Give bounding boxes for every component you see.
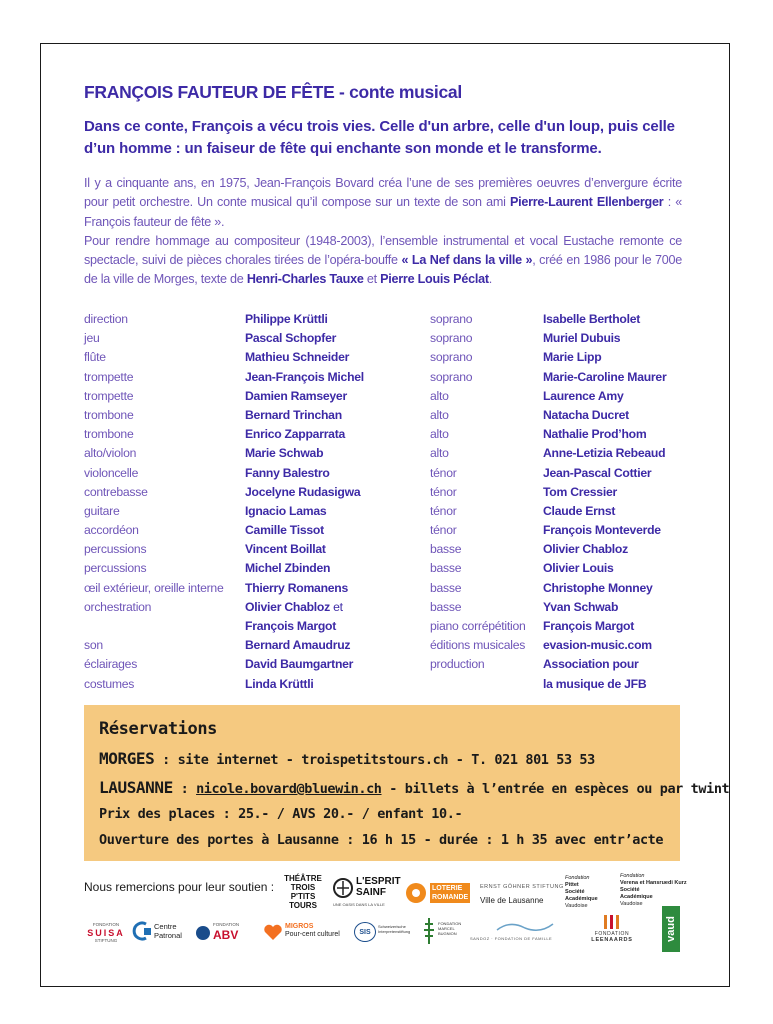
credit-left-name — [245, 559, 425, 578]
credit-right-role — [430, 368, 542, 387]
suisa-line2: SUISA — [87, 928, 125, 938]
credit-left-name-text: Enrico Zapparrata — [245, 427, 346, 442]
credit-left-role-text: percussions — [84, 542, 147, 557]
credit-left-name-text: Camille Tissot — [245, 523, 324, 538]
credit-right-name — [543, 675, 693, 694]
credit-right-role — [430, 579, 542, 598]
cp-line1: Centre — [154, 922, 177, 931]
intro-text — [84, 174, 682, 290]
credit-right-role-text: soprano — [430, 312, 473, 326]
credit-left-name-text: Thierry Romanens — [245, 580, 349, 595]
credit-right-role-text: alto — [430, 407, 449, 422]
lead-paragraph: Dans ce conte, François a vécu trois vies. Celle d'un arbre, celle d'un loup, puis celle d’un homme : un faiseur de fête qui enchante son monde et le transforme. — [84, 118, 675, 157]
intro-p1-name: Pierre-Laurent Ellenberger — [509, 195, 664, 210]
vaud-text: vaud — [665, 916, 677, 942]
bugnion-icon — [422, 916, 436, 946]
goehner-lausanne-logo — [480, 880, 564, 908]
verena-line2: Verena et Hansruedi Kurz — [620, 879, 687, 886]
loterie-romande-logo — [404, 880, 468, 906]
credit-left-name-text: David Baumgartner — [245, 657, 354, 672]
intro-p2-and: et — [363, 272, 381, 287]
credit-left-name-text: Vincent Boillat — [245, 542, 326, 557]
credit-left-role — [84, 655, 244, 674]
verena-line4: Académique — [620, 893, 653, 900]
credit-right-name — [543, 540, 693, 559]
credit-left-name-text: Jean-François Michel — [245, 369, 364, 384]
credit-left-name — [245, 675, 425, 694]
credit-right-name — [543, 502, 693, 521]
pittet-line4: Académique — [565, 895, 598, 902]
intro-p2-name2: Pierre Louis Péclat — [380, 272, 489, 287]
credit-left-name-text: Fanny Balestro — [245, 465, 330, 480]
credits-right-names — [543, 310, 693, 694]
verena-line1: Fondation — [620, 872, 645, 879]
credit-right-role — [430, 444, 542, 463]
leenaards-icon — [601, 913, 623, 931]
credit-right-name-text: Jean-Pascal Cottier — [543, 465, 652, 480]
migros-line1: MIGROS — [285, 923, 314, 930]
lausanne-text: Ville de Lausanne — [480, 895, 544, 905]
credit-left-name-suffix: et — [329, 599, 343, 614]
credit-right-name-text: François Margot — [543, 619, 635, 633]
credit-right-name-text: Olivier Louis — [543, 561, 614, 576]
esprit-sainf-line2: SAINF — [356, 887, 386, 898]
credit-right-role-text: basse — [430, 580, 462, 595]
credit-right-role — [430, 559, 542, 578]
credit-left-name — [245, 348, 425, 367]
bugnion-line2: MARCEL — [438, 926, 455, 931]
credit-right-name-text: Muriel Dubuis — [543, 331, 621, 346]
credit-right-name-text: Christophe Monney — [543, 580, 653, 595]
leenaards-line1: FONDATION — [594, 931, 630, 937]
sandoz-swirl-icon — [495, 920, 555, 934]
credit-right-role — [430, 521, 542, 540]
reservations-opening: Ouverture des portes à Lausanne : 16 h 15 - durée : 1 h 35 avec entr’acte — [99, 832, 664, 848]
credit-right-name — [543, 483, 693, 502]
suisa-line3: STIFTUNG — [94, 938, 118, 943]
credit-left-name — [245, 310, 425, 329]
credit-right-name-text: evasion-music.com — [543, 638, 652, 653]
credit-left-role — [84, 483, 244, 502]
credit-left-name-text: Bernard Trinchan — [245, 407, 342, 422]
pittet-line3: Société — [565, 888, 585, 895]
credit-right-name-text: Tom Cressier — [543, 484, 617, 499]
credit-left-role — [84, 675, 244, 694]
sis-line1: SIS — [354, 922, 376, 942]
credit-right-name — [543, 406, 693, 425]
credit-left-role-text: son — [84, 638, 103, 653]
credit-right-role-text: soprano — [430, 369, 473, 384]
credit-left-role-text: violoncelle — [84, 465, 139, 480]
sis-logo — [354, 920, 416, 944]
intro-p1-a: Il y a cinquante ans, en 1975, Jean-François Bovard créa l’une de ses premières oeuvres d’envergure écrite pour petit orchestre. Un conte musical qu’il compose sur un texte de son ami — [84, 176, 682, 210]
intro-p2-a: Pour rendre hommage au compositeur (1948-2003), l’ensemble instrumental et vocal Eustache remonte ce spectacle, suivi de pièces chorales tirées de l’opéra-bouffe — [84, 233, 682, 268]
credit-right-role — [430, 387, 542, 406]
intro-p2-work: « La Nef dans la ville » — [401, 253, 533, 268]
credit-right-role-text: ténor — [430, 523, 457, 538]
credit-right-name-text: Yvan Schwab — [543, 599, 619, 614]
credit-right-name-text: Anne-Letizia Rebeaud — [543, 446, 666, 461]
credit-left-role-text: œil extérieur, oreille interne — [84, 580, 224, 595]
credit-right-role — [430, 675, 542, 694]
fondation-bugnion-logo — [422, 914, 462, 950]
esprit-sainf-sub: UNE OASIS DANS LA VILLE — [333, 902, 385, 907]
credit-right-name-text: Nathalie Prod’hom — [543, 427, 647, 442]
credit-left-role-text: orchestration — [84, 599, 152, 614]
lausanne-email-link[interactable]: nicole.bovard@bluewin.ch — [196, 781, 382, 797]
pittet-line1: Fondation — [565, 874, 590, 881]
credit-right-name — [543, 368, 693, 387]
credit-left-name — [245, 655, 425, 674]
credits-right-roles — [430, 310, 542, 694]
credit-right-name — [543, 387, 693, 406]
credit-left-name — [245, 387, 425, 406]
credit-right-role — [430, 329, 542, 348]
credit-right-name-text: Laurence Amy — [543, 388, 624, 403]
credit-right-name-text: Marie-Caroline Maurer — [543, 369, 667, 384]
cp-icon — [132, 920, 152, 942]
credit-right-role-text: alto — [430, 388, 449, 403]
credit-left-role-text: accordéon — [84, 523, 139, 538]
credit-left-name-text: Pascal Schopfer — [245, 331, 337, 346]
credit-right-name — [543, 521, 693, 540]
credit-left-role — [84, 444, 244, 463]
credit-right-name-text: Marie Lipp — [543, 350, 602, 365]
credit-left-name — [245, 368, 425, 387]
migros-heart-icon — [263, 923, 283, 941]
intro-p1-b: : « François fauteur de fête ». — [84, 195, 683, 229]
credit-left-name — [245, 579, 425, 598]
credit-right-name-text: Olivier Chabloz — [543, 542, 628, 557]
pittet-line2: Pittet — [565, 881, 579, 888]
esprit-sainf-icon — [333, 878, 353, 898]
credit-right-role-text: piano corrépétition — [430, 619, 526, 633]
credit-right-name — [543, 579, 693, 598]
suisa-logo — [84, 918, 128, 948]
credit-right-name — [543, 559, 693, 578]
credit-right-name-text: la musique de JFB — [543, 676, 647, 691]
credit-left-name-text: Michel Zbinden — [245, 561, 331, 576]
credit-right-name — [543, 425, 693, 444]
credit-left-role-text: direction — [84, 312, 128, 326]
credits-left-roles — [84, 310, 244, 694]
verena-line3: Société — [620, 886, 640, 893]
reservations-prices: Prix des places : 25.- / AVS 20.- / enfant 10.- — [99, 806, 463, 822]
morges-label: MORGES — [99, 749, 155, 768]
reservations-lausanne — [99, 778, 729, 797]
credit-left-name — [245, 617, 425, 636]
credit-left-name — [245, 540, 425, 559]
credit-right-name-text: Association pour — [543, 657, 639, 672]
credit-left-role — [84, 559, 244, 578]
credit-left-role-text: éclairages — [84, 657, 138, 672]
credit-right-role-text: soprano — [430, 350, 473, 365]
credit-right-name — [543, 348, 693, 367]
credit-right-role-text: soprano — [430, 331, 473, 346]
fondation-pittet-logo — [565, 872, 617, 912]
credit-right-role-text: basse — [430, 599, 462, 614]
esprit-sainf-logo — [333, 874, 401, 910]
lausanne-sep: : — [172, 781, 197, 797]
credit-right-name — [543, 617, 693, 636]
credit-right-name — [543, 636, 693, 655]
credit-right-role — [430, 406, 542, 425]
reservations-box — [84, 705, 730, 861]
pittet-line5: Vaudoise — [565, 902, 588, 909]
verena-line5: Vaudoise — [620, 900, 643, 907]
centre-patronal-logo — [132, 918, 188, 944]
fondation-abv-logo — [195, 922, 255, 944]
migros-line2: Pour-cent culturel — [285, 931, 340, 938]
credit-left-role — [84, 329, 244, 348]
reservations-morges — [99, 749, 595, 768]
credit-left-name — [245, 598, 425, 617]
credit-right-name-text: François Monteverde — [543, 523, 661, 538]
suisa-line1: FONDATION — [92, 922, 120, 927]
credit-right-name-text: Natacha Ducret — [543, 407, 629, 422]
credit-left-name-text: Mathieu Schneider — [245, 350, 350, 365]
vaud-logo — [662, 906, 680, 952]
lausanne-label: LAUSANNE — [99, 778, 173, 797]
credit-left-role-text: trompette — [84, 369, 134, 384]
credit-right-role — [430, 310, 542, 329]
credit-left-name — [245, 464, 425, 483]
credit-left-role — [84, 598, 244, 617]
thanks-line: Nous remercions pour leur soutien : — [84, 880, 275, 894]
credit-left-role-text: contrebasse — [84, 484, 148, 499]
credit-right-role — [430, 348, 542, 367]
credit-left-role-text: flûte — [84, 350, 106, 365]
credit-left-name-text: Marie Schwab — [245, 446, 324, 461]
credit-left-name-text: Bernard Amaudruz — [245, 638, 351, 653]
credit-right-role-text: ténor — [430, 465, 457, 480]
credit-left-name-text: François Margot — [245, 619, 337, 633]
credit-left-role — [84, 406, 244, 425]
credit-left-name-text: Linda Krüttli — [245, 676, 314, 691]
credit-left-role-text: guitare — [84, 503, 120, 518]
credit-left-role — [84, 387, 244, 406]
abv-line1: FONDATION — [213, 922, 240, 927]
credit-left-name — [245, 483, 425, 502]
credit-left-role-text: percussions — [84, 561, 147, 576]
cp-line2: Patronal — [154, 931, 182, 940]
credit-left-name — [245, 444, 425, 463]
credit-right-role-text: basse — [430, 542, 462, 557]
credit-right-role-text: éditions musicales — [430, 638, 526, 653]
credit-right-role-text: production — [430, 657, 485, 672]
bugnion-line3: BUGNION — [438, 931, 457, 936]
credit-right-role — [430, 483, 542, 502]
credit-right-role — [430, 655, 542, 674]
goehner-text: ERNST GÖHNER STIFTUNG — [480, 883, 564, 890]
credit-left-role — [84, 502, 244, 521]
credit-left-name — [245, 636, 425, 655]
credit-left-name — [245, 329, 425, 348]
trois-tours-logo: THÉÂTRE TROIS P'TITS TOURS — [284, 874, 322, 910]
credit-right-role — [430, 425, 542, 444]
intro-p2-b: , créé en 1986 pour le 700e de la ville de Morges, texte de — [84, 253, 682, 287]
credit-right-role — [430, 636, 542, 655]
credit-left-role — [84, 425, 244, 444]
credit-right-name — [543, 598, 693, 617]
credit-left-role — [84, 368, 244, 387]
credit-left-role — [84, 617, 244, 636]
credit-right-name — [543, 329, 693, 348]
credit-right-role-text: ténor — [430, 484, 457, 499]
credit-left-role — [84, 310, 244, 329]
credit-right-role — [430, 617, 542, 636]
sis-line2: Schweizerische Interpretenstiftung — [378, 924, 411, 934]
leenaards-line2: LEENAARDS — [591, 937, 633, 943]
credit-right-name — [543, 655, 693, 674]
credit-left-role — [84, 464, 244, 483]
credit-left-role-text: jeu — [84, 331, 100, 346]
credit-left-name — [245, 406, 425, 425]
loterie-icon — [404, 881, 428, 905]
page-title: FRANÇOIS FAUTEUR DE FÊTE - conte musical — [84, 82, 462, 102]
fondation-leenaards-logo — [584, 908, 640, 948]
credit-left-name-text: Jocelyne Rudasigwa — [245, 484, 361, 499]
credit-left-role — [84, 579, 244, 598]
morges-text: : site internet - troispetitstours.ch - T. 021 801 53 53 — [154, 752, 595, 768]
credit-left-role-text: alto/violon — [84, 446, 137, 461]
abv-icon — [195, 925, 211, 941]
credit-right-role — [430, 540, 542, 559]
credit-left-name-text: Damien Ramseyer — [245, 388, 347, 403]
credit-right-name-text: Isabelle Bertholet — [543, 312, 641, 326]
credit-right-role — [430, 598, 542, 617]
loterie-text: LOTERIE ROMANDE — [432, 885, 469, 901]
credit-left-role — [84, 636, 244, 655]
esprit-sainf-line1: L'ESPRIT — [356, 876, 401, 887]
credit-left-name-text: Olivier Chabloz — [245, 599, 330, 614]
reservations-heading: Réservations — [99, 719, 218, 739]
migros-logo — [263, 920, 343, 944]
bugnion-line1: FONDATION — [438, 921, 462, 926]
credit-left-name — [245, 425, 425, 444]
credit-right-role — [430, 464, 542, 483]
credit-right-role-text: ténor — [430, 503, 457, 518]
intro-p2-name1: Henri-Charles Tauxe — [246, 272, 364, 287]
credit-right-name-text: Claude Ernst — [543, 503, 616, 518]
credit-right-role-text: basse — [430, 561, 462, 576]
credit-right-name — [543, 310, 693, 329]
credit-left-role — [84, 540, 244, 559]
credit-right-role-text: alto — [430, 446, 449, 461]
sandoz-text: SANDOZ · FONDATION DE FAMILLE — [470, 936, 553, 941]
lausanne-text: - billets à l’entrée en espèces ou par twint — [381, 781, 730, 797]
credit-right-name — [543, 444, 693, 463]
credit-left-name — [245, 502, 425, 521]
credit-right-role-text: alto — [430, 427, 449, 442]
credit-left-name-text: Ignacio Lamas — [245, 503, 327, 518]
credits-left-names — [245, 310, 425, 694]
credit-left-role-text: trombone — [84, 407, 134, 422]
credit-left-role-text: trompette — [84, 388, 134, 403]
credit-left-name — [245, 521, 425, 540]
intro-p2-end: . — [488, 272, 493, 287]
abv-line2: ABV — [213, 928, 239, 942]
credit-left-role-text: trombone — [84, 427, 134, 442]
credit-left-role — [84, 348, 244, 367]
credit-right-name — [543, 464, 693, 483]
credit-right-role — [430, 502, 542, 521]
credit-left-role-text: costumes — [84, 676, 135, 691]
sandoz-fondation-logo — [470, 920, 580, 946]
credit-left-name-text: Philippe Krüttli — [245, 312, 328, 326]
credit-left-role — [84, 521, 244, 540]
